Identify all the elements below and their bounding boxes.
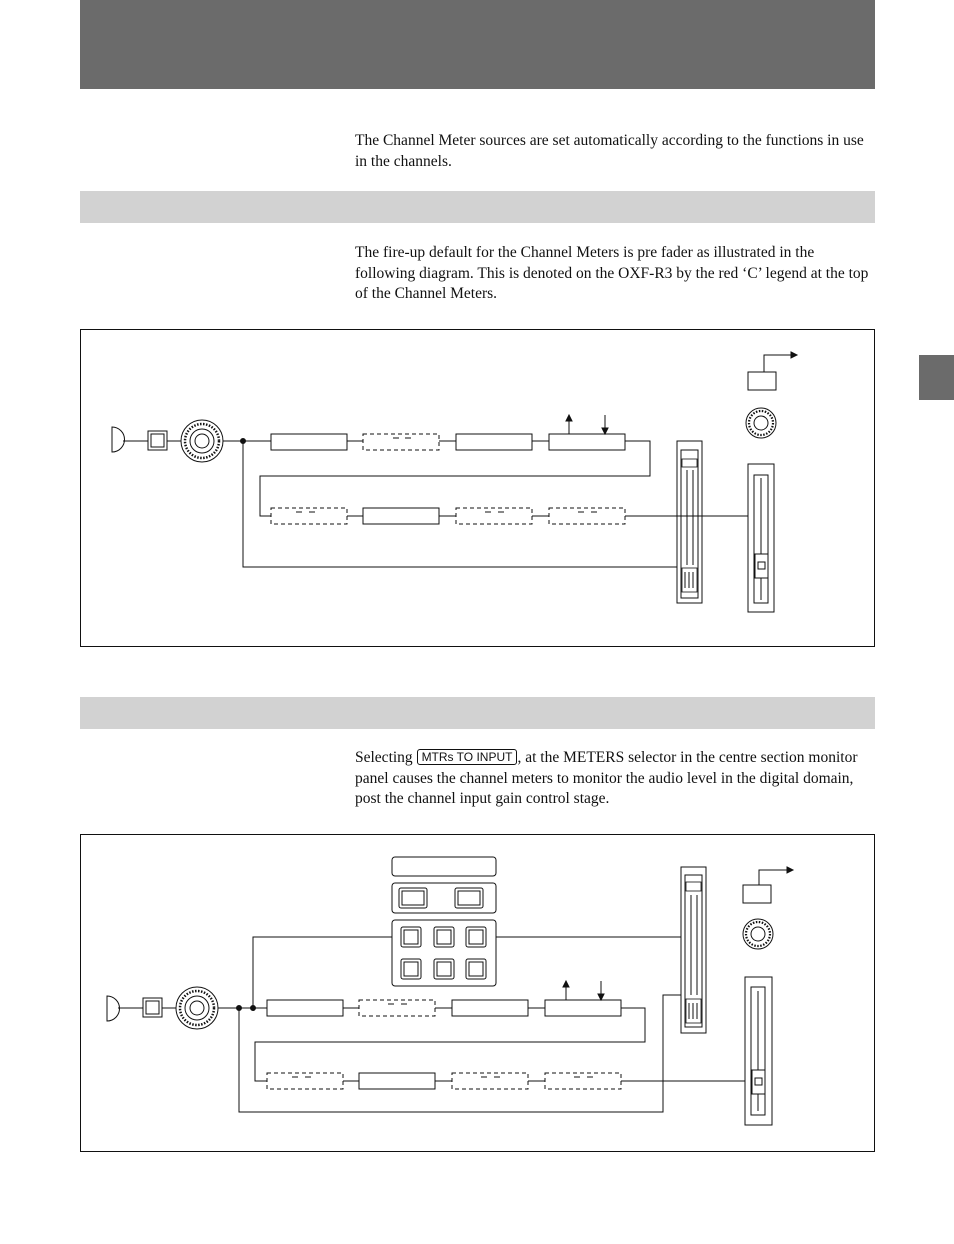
input-gain-knob-icon (176, 987, 218, 1029)
post-gain-tap-line (253, 937, 392, 1008)
page-header-band (80, 0, 875, 89)
section-heading-band-pre-fader (80, 191, 875, 223)
arrow-up-icon (563, 981, 569, 987)
pre-fader-signal-flow-diagram (80, 329, 875, 647)
output-line (764, 355, 793, 372)
section-heading-band-input (80, 697, 875, 729)
optional-process-block (271, 508, 347, 524)
pan-knob-icon (746, 408, 776, 438)
meters-button-inner (469, 962, 483, 976)
pre-fader-line (239, 995, 681, 1112)
signal-line (260, 441, 650, 516)
arrow-down-icon (598, 994, 604, 1000)
pre-fader-paragraph: The fire-up default for the Channel Meters is pre fader as illustrated in the following diagram. This is denoted on the OXF-R3 by the red ‘C’ legend at the top of the Channel Meters. (355, 244, 869, 302)
process-block (271, 434, 347, 450)
process-block (456, 434, 532, 450)
process-block (452, 1000, 528, 1016)
optional-process-block (363, 434, 439, 450)
chapter-thumb-tab (919, 355, 954, 400)
channel-fader-icon (745, 977, 772, 1125)
input-metering-signal-flow-diagram (80, 834, 875, 1152)
channel-meter-icon (681, 867, 706, 1033)
optional-process-block (456, 508, 532, 524)
pad-button-inner (146, 1001, 159, 1014)
pre-fader-diagram-svg (81, 330, 876, 648)
arrow-down-icon (602, 428, 608, 434)
process-block (359, 1073, 435, 1089)
meter-feed-line (243, 441, 677, 567)
optional-process-block (545, 1073, 621, 1089)
channel-meter-icon (677, 441, 702, 603)
route-button-icon (743, 885, 771, 903)
selector-button-inner (458, 891, 480, 905)
input-metering-paragraph (355, 748, 875, 810)
optional-process-block (452, 1073, 528, 1089)
process-block (267, 1000, 343, 1016)
input-jack-icon (107, 996, 120, 1021)
input-jack-icon (112, 427, 125, 452)
signal-line (255, 1008, 645, 1081)
pan-knob-icon (743, 919, 773, 949)
intro-paragraph: The Channel Meter sources are set automatically according to the functions in use in the channels. (355, 132, 864, 170)
arrow-right-icon (787, 867, 793, 873)
insert-block (549, 434, 625, 450)
selector-button-inner (402, 891, 424, 905)
input-metering-diagram-svg (81, 835, 876, 1153)
meters-button-inner (404, 930, 418, 944)
insert-block (545, 1000, 621, 1016)
pad-button-inner (151, 434, 164, 447)
optional-process-block (549, 508, 625, 524)
input-metering-text: , at the METERS selector in the centre section monitor panel causes the channel meters to monitor the audio level in the digital domain, post the channel input gain control stage. (355, 749, 858, 807)
meters-button-inner (469, 930, 483, 944)
arrow-right-icon (791, 352, 797, 358)
arrow-up-icon (566, 415, 572, 421)
channel-fader-icon (748, 464, 774, 612)
meters-selector-label-plate (392, 857, 496, 876)
meters-button-inner (437, 930, 451, 944)
optional-process-block (267, 1073, 343, 1089)
output-line (759, 870, 789, 885)
input-gain-knob-icon (181, 420, 223, 462)
process-block (363, 508, 439, 524)
selecting-text: Selecting (355, 749, 413, 766)
mtrs-to-input-button-label: MTRs TO INPUT (417, 749, 518, 765)
meters-button-inner (437, 962, 451, 976)
optional-process-block (359, 1000, 435, 1016)
route-button-icon (748, 372, 776, 390)
meters-button-inner (404, 962, 418, 976)
